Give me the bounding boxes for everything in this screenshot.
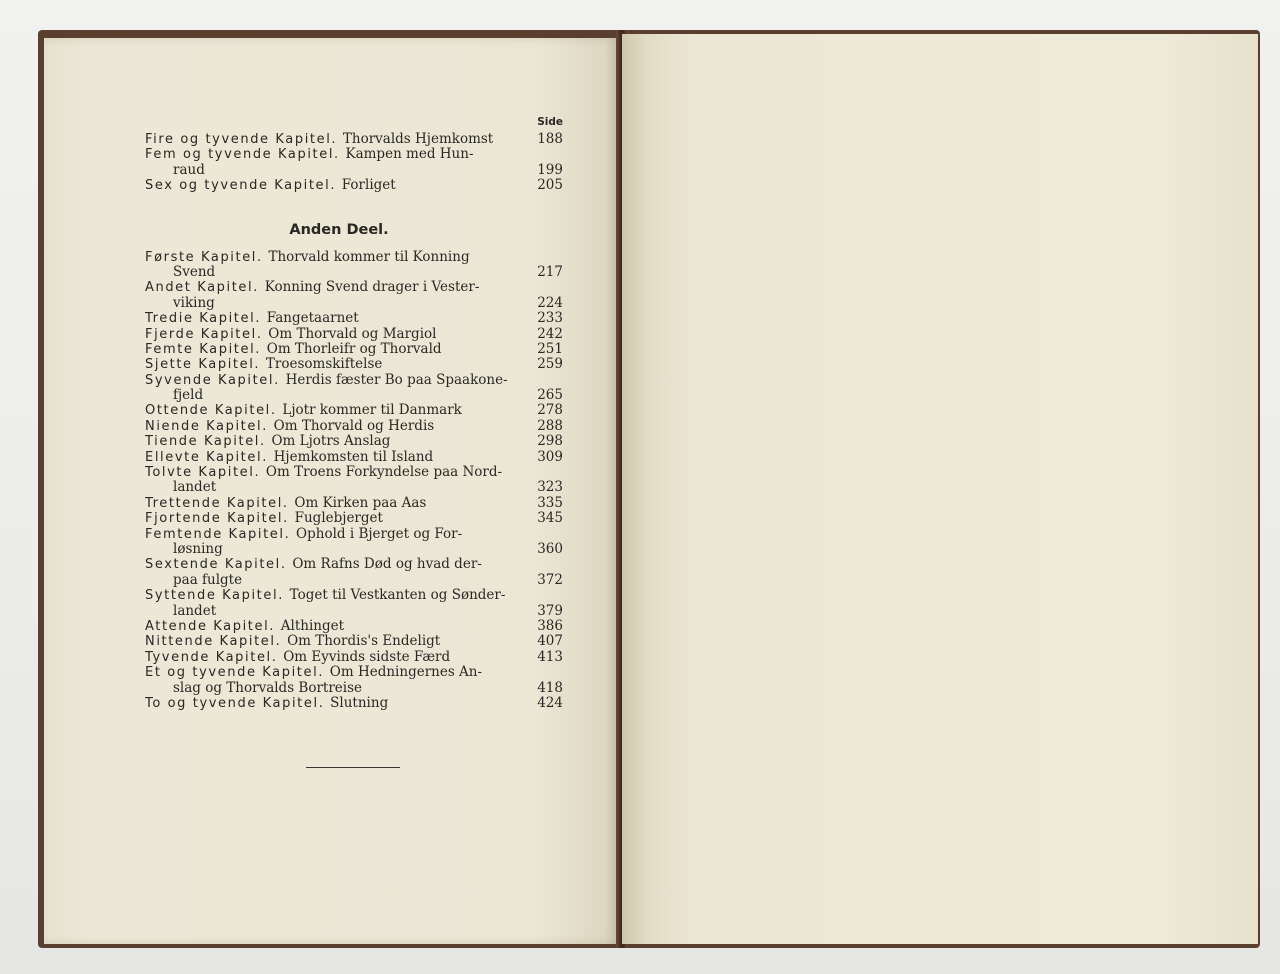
toc-entry [145,496,563,511]
toc-entry-line [145,311,563,326]
toc-entry-line [145,419,563,434]
toc-entry [145,450,563,465]
chapter-title: raud [173,162,205,178]
chapter-label: Femtende Kapitel. [145,526,297,542]
chapter-label: Sex og tyvende Kapitel. [145,178,342,194]
chapter-title: Om Hedningernes An- [329,665,483,681]
toc-entry-line [145,163,563,178]
toc-entry [145,327,563,342]
chapter-title: Om Thorleifr og Thorvald [266,341,442,357]
toc-entry [145,250,563,281]
chapter-label: Syttende Kapitel. [145,588,290,604]
toc-entry [145,527,563,558]
chapter-title: Hjemkomsten til Island [273,449,434,465]
chapter-title: fjeld [173,388,204,404]
page-number: 188 [537,131,563,147]
chapter-title: Om Eyvinds sidste Færd [283,649,451,665]
toc-entry [145,178,563,193]
toc-entry [145,280,563,311]
chapter-title: Slutning [330,695,389,711]
toc-entry-line [145,434,563,449]
page-number: 360 [537,540,563,557]
page-number: 298 [537,433,563,450]
toc-entry [145,619,563,634]
chapter-title: Herdis fæster Bo paa Spaakone- [285,372,508,388]
page-number: 407 [537,633,563,650]
chapter-title: Thorvald kommer til Konning [268,249,470,265]
toc-entry-line [145,634,563,649]
chapter-title: Om Kirken paa Aas [294,495,427,511]
chapter-label: Attende Kapitel. [145,618,281,634]
page-number: 386 [537,617,563,634]
toc-entry [145,311,563,326]
chapter-label: Femte Kapitel. [145,341,267,357]
toc-entry-line [145,696,563,711]
toc-entry-line [145,588,563,603]
page-number: 309 [537,448,563,465]
chapter-title: Forliget [341,178,396,194]
toc-entry [145,419,563,434]
toc-entry-line [145,604,563,619]
page-number: 424 [537,694,563,711]
chapter-title: Thorvalds Hjemkomst [342,132,494,147]
end-rule [306,767,400,768]
chapter-label: Tyvende Kapitel. [145,649,284,665]
toc-entry-line [145,373,563,388]
chapter-label: Sjette Kapitel. [145,357,266,373]
toc-entry [145,665,563,696]
chapter-label: Tiende Kapitel. [145,434,272,450]
page-number: 259 [537,356,563,373]
page-number: 265 [537,387,563,404]
toc-entry [145,465,563,496]
toc-entry-line [145,296,563,311]
toc-entry [145,650,563,665]
page-number: 288 [537,417,563,434]
toc-entry [145,342,563,357]
chapter-title: Ljotr kommer til Danmark [282,403,462,419]
chapter-title: Om Troens Forkyndelse paa Nord- [265,465,503,481]
chapter-title: Althinget [280,618,345,634]
toc-entry [145,696,563,711]
page-number: 323 [537,479,563,496]
section-heading: Anden Deel. [289,221,389,238]
page-number: 233 [537,310,563,327]
chapter-title: landet [173,480,217,496]
chapter-title: Konning Svend drager i Vester- [264,280,480,296]
chapter-title: Om Thorvald og Margiol [268,326,437,342]
toc-entry-line [145,665,563,680]
toc-entry-line [145,511,563,526]
chapter-title: Ophold i Bjerget og For- [296,526,463,542]
toc-entry-line [145,280,563,295]
chapter-label: Tredie Kapitel. [145,311,267,327]
chapter-label: Fjerde Kapitel. [145,326,269,342]
chapter-title: Svend [173,264,216,280]
toc-entry-line [145,132,563,147]
chapter-title: Toget til Vestkanten og Sønder- [289,588,506,604]
page-number: 205 [537,177,563,194]
toc-entry [145,147,563,178]
toc-entry-line [145,619,563,634]
page-number: 224 [537,294,563,311]
toc-entry-line [145,496,563,511]
chapter-label: Fem og tyvende Kapitel. [145,147,346,163]
page-number: 199 [537,161,563,178]
toc-entry-line [145,542,563,557]
page-number: 418 [537,679,563,696]
toc-entry [145,403,563,418]
toc-entry-line [145,681,563,696]
chapter-title: viking [173,295,215,311]
toc-entry [145,434,563,449]
page-number: 251 [537,340,563,357]
toc-entry-line [145,178,563,193]
side-column-label: Side [537,116,563,128]
chapter-title: Om Rafns Død og hvad der- [292,557,482,573]
toc-entry [145,634,563,649]
chapter-label: Trettende Kapitel. [145,495,295,511]
chapter-label: Tolvte Kapitel. [145,465,266,481]
chapter-title: Troesomskiftelse [265,357,383,373]
chapter-title: Om Ljotrs Anslag [271,434,391,450]
page-number: 413 [537,648,563,665]
page-number: 242 [537,325,563,342]
toc-entry-line [145,147,563,162]
page-number: 278 [537,402,563,419]
toc-entry [145,588,563,619]
toc-entry [145,373,563,404]
toc-entry-line [145,265,563,280]
chapter-title: Fuglebjerget [294,511,383,527]
toc-entry-line [145,250,563,265]
toc-entry [145,511,563,526]
chapter-title: landet [173,603,217,619]
right-page-blank [622,34,1258,944]
chapter-title: Kampen med Hun- [345,147,474,163]
chapter-title: Fangetaarnet [266,311,359,327]
toc-entry-line [145,388,563,403]
chapter-label: Andet Kapitel. [145,280,265,296]
toc-entry-line [145,450,563,465]
chapter-label: Syvende Kapitel. [145,372,286,388]
chapter-label: Ottende Kapitel. [145,403,283,419]
toc-entry-line [145,573,563,588]
toc-entry-line [145,327,563,342]
toc-entry-line [145,650,563,665]
page-number: 217 [537,263,563,280]
chapter-title: Om Thordis's Endeligt [287,634,441,650]
toc-entry-line [145,480,563,495]
toc-entry [145,357,563,372]
page-number: 345 [537,510,563,527]
page-number: 335 [537,494,563,511]
chapter-label: Nittende Kapitel. [145,634,288,650]
toc-entry [145,557,563,588]
chapter-label: Niende Kapitel. [145,418,274,434]
chapter-title: løsning [173,541,223,557]
toc-entry [145,132,563,147]
chapter-title: Om Thorvald og Herdis [273,418,435,434]
toc-entry-line [145,342,563,357]
toc-entry-line [145,403,563,418]
chapter-title: paa fulgte [173,572,243,588]
toc-entries [145,132,563,711]
page-number: 379 [537,602,563,619]
chapter-label: To og tyvende Kapitel. [145,695,331,711]
chapter-label: Fjortende Kapitel. [145,511,295,527]
chapter-label: Et og tyvende Kapitel. [145,665,330,681]
page-number: 372 [537,571,563,588]
chapter-title: slag og Thorvalds Bortreise [173,680,363,696]
chapter-label: Første Kapitel. [145,249,269,265]
toc-entry-line [145,465,563,480]
chapter-label: Ellevte Kapitel. [145,449,274,465]
chapter-label: Sextende Kapitel. [145,557,293,573]
toc-entry-line [145,557,563,572]
toc-entry-line [145,357,563,372]
toc-entry-line [145,527,563,542]
chapter-label: Fire og tyvende Kapitel. [145,132,343,147]
